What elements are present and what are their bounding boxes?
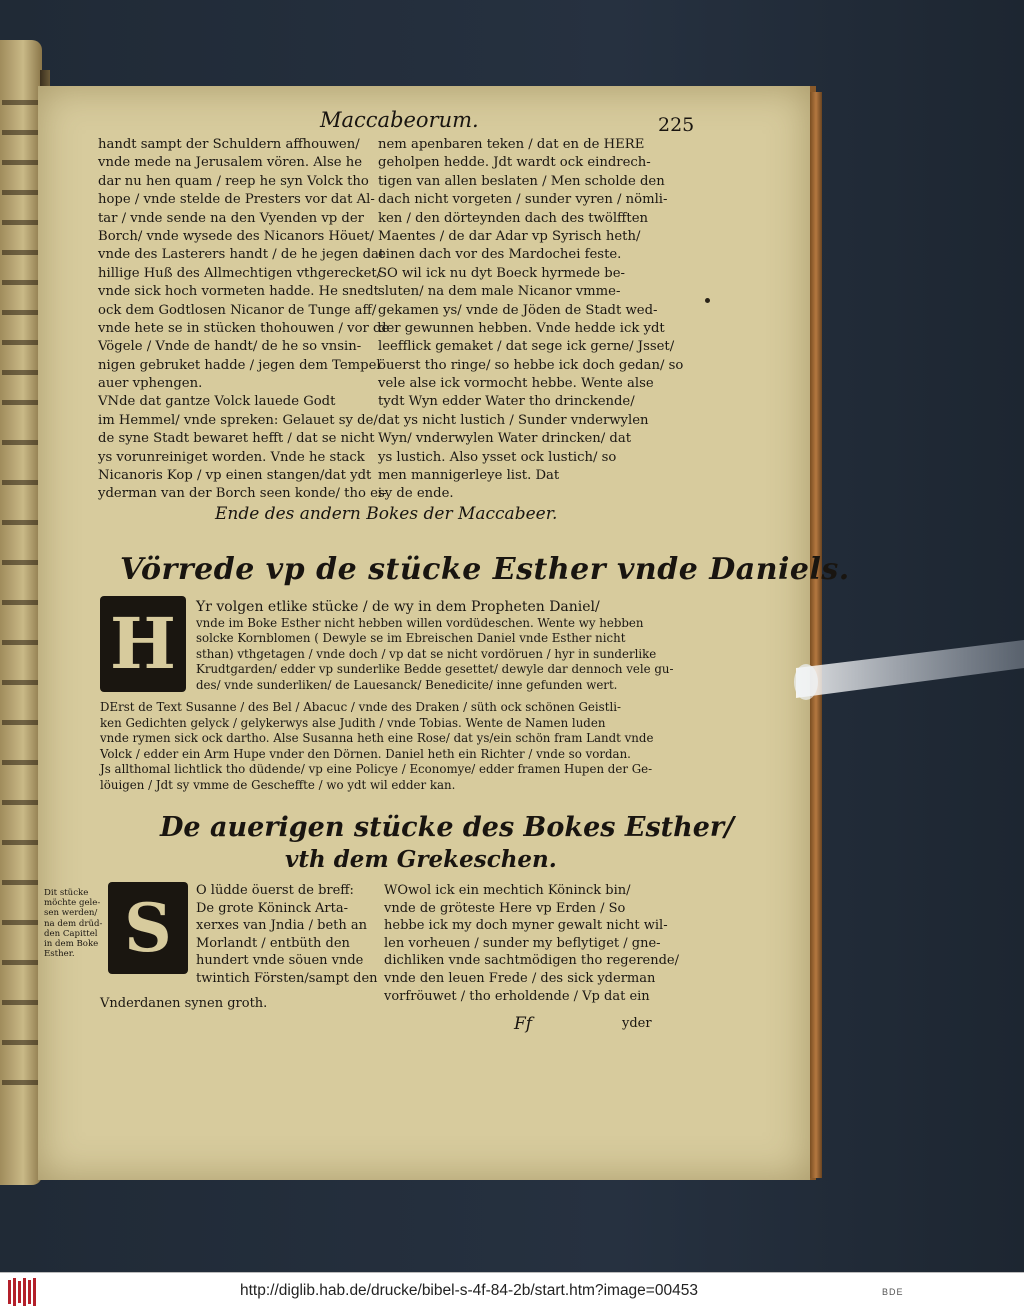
text-line: hundert vnde söuen vnde [196, 953, 364, 969]
text-line: gekamen ys/ vnde de Jöden de Stadt wed- [378, 302, 658, 318]
text-line: auer vphengen. [98, 376, 203, 392]
text-line: ken Gedichten gelyck / gelykerwys alse Judith / vnde Tobias. Wente de Namen luden [100, 715, 606, 730]
section-end-line: Ende des andern Bokes der Maccabeer. [215, 504, 558, 524]
text-line: twintich Försten/sampt den [196, 970, 378, 986]
text-line: vorfröuwet / tho erholdende / Vp dat ein [384, 988, 650, 1004]
text-line: dar nu hen quam / reep he syn Volck tho [98, 173, 369, 189]
text-line: vnde rymen sick ock dartho. Alse Susanna heth eine Rose/ dat ys/ein schön fram Landt vnde [100, 731, 654, 746]
ink-spot [705, 298, 710, 303]
text-line: vnde mede na Jerusalem vören. Alse he [98, 155, 363, 171]
catchword: yder [622, 1016, 652, 1031]
image-code: BDE [882, 1287, 904, 1297]
esther-title: De auerigen stücke des Bokes Esther/ [160, 812, 735, 843]
text-line: leefflick gemaket / dat sege ick gerne/ Jsset/ [378, 339, 675, 355]
text-line: dichliken vnde sachtmödigen tho regerende/ [384, 953, 679, 969]
text-line: hope / vnde stelde de Presters vor dat Al- [98, 192, 375, 208]
esther-right-text [384, 882, 679, 1005]
text-line: Yr volgen etlike stücke / de wy in dem Propheten Daniel/ [196, 599, 600, 615]
text-line: im Hemmel/ vnde spreken: Gelauet sy de/ [98, 412, 378, 428]
text-line: nem apenbaren teken / dat en de HERE [378, 137, 645, 152]
text-line: handt sampt der Schuldern affhouwen/ [98, 137, 360, 152]
text-line: WOwol ick ein mechtich Köninck bin/ [384, 883, 631, 898]
text-line: sluten/ na dem male Nicanor vmme- [378, 284, 621, 300]
note-line: möchte gele- [44, 898, 101, 909]
text-line: O lüdde öuerst de breff: [196, 883, 354, 898]
text-line: Volck / edder ein Arm Hupe vnder den Dörnen. Daniel heth ein Richter / vnde so vordan. [100, 746, 631, 761]
text-line: geholpen hedde. Jdt wardt ock eindrech- [378, 155, 651, 171]
text-line: hebbe ick my doch myner gewalt nicht wil- [384, 918, 668, 934]
text-line: vnde den leuen Frede / des sick yderman [384, 970, 656, 986]
text-line: Vögele / Vnde de handt/ de he so vnsin- [98, 339, 362, 355]
note-line: na dem drüd- [44, 918, 103, 929]
text-line: vnde des Lasterers handt / de he jegen dat [98, 247, 385, 263]
text-line: solcke Kornblomen ( Dewyle se im Ebreischen Daniel vnde Esther nicht [196, 631, 626, 646]
drop-cap-s: S [108, 882, 188, 974]
page-edge [810, 92, 822, 1178]
text-line: Wyn/ vnderwylen Water drincken/ dat [378, 431, 632, 447]
text-line: vele alse ick vormocht hebbe. Wente alse [378, 376, 654, 392]
note-line: Dit stücke [44, 888, 89, 898]
drop-cap-h: H [100, 596, 186, 692]
text-line: dach nicht vorgeten / sunder vyren / nömli- [378, 192, 668, 208]
facing-page-edge [0, 40, 42, 1185]
text-line: löuigen / Jdt sy vmme de Gescheffte / wo ydt wil edder kan. [100, 777, 456, 792]
preface-paragraph-1 [196, 600, 674, 694]
text-line: Js allthomal lichtlick tho düdende/ vp eine Policye / Economye/ edder framen Hupen der Ge- [100, 762, 653, 777]
text-line: der gewunnen hebben. Vnde hedde ick ydt [378, 320, 665, 336]
text-line: De grote Köninck Arta- [196, 900, 349, 916]
text-line: tydt Wyn edder Water tho drinckende/ [378, 394, 635, 410]
text-line: hillige Huß des Allmechtigen vthgerecket/ [98, 265, 382, 281]
text-line: ock dem Godtlosen Nicanor de Tunge aff/ [98, 302, 377, 318]
text-line: tigen van allen beslaten / Men scholde den [378, 173, 665, 189]
esther-left-text [196, 882, 378, 988]
text-line: Morlandt / entbüth den [196, 935, 350, 951]
page-url-link[interactable]: http://diglib.hab.de/drucke/bibel-s-4f-84-2b/start.htm?image=00453 [240, 1282, 698, 1299]
text-line: vnde hete se in stücken thohouwen / vor de [98, 320, 390, 336]
text-line: einen dach vor des Mardochei feste. [378, 247, 622, 263]
text-line: sy de ende. [378, 486, 454, 502]
text-line: yderman van der Borch seen konde/ tho ei- [98, 486, 387, 502]
text-line: dat ys nicht lustich / Sunder vnderwylen [378, 412, 649, 428]
right-column [378, 136, 683, 504]
text-line: nigen gebruket hadde / jegen dem Tempel [98, 357, 381, 373]
page-number: 225 [658, 114, 695, 136]
text-line: DErst de Text Susanne / des Bel / Abacuc / vnde des Draken / süth ock schönen Geistli- [100, 700, 622, 714]
text-line: des/ vnde sunderliken/ de Lauesanck/ Benedicite/ inne gefunden wert. [196, 677, 618, 692]
note-line: sen werden/ [44, 908, 98, 919]
preface-title: Vörrede vp de stücke Esther vnde Daniels. [120, 552, 850, 587]
text-line: tar / vnde sende na den Vyenden vp der [98, 210, 364, 226]
signature-mark: Ff [514, 1014, 533, 1034]
text-line: Vnderdanen synen groth. [100, 996, 268, 1011]
text-line: ys vorunreiniget worden. Vnde he stack [98, 449, 365, 465]
preface-paragraph-2 [100, 700, 653, 794]
text-line: len vorheuen / sunder my beflytiget / gne- [384, 935, 661, 951]
text-line: SO wil ick nu dyt Boeck hyrmede be- [378, 265, 626, 281]
text-line: men mannigerleye list. Dat [378, 468, 560, 484]
text-line: VNde dat gantze Volck lauede Godt [98, 394, 336, 410]
note-line: Esther. [44, 949, 75, 960]
text-line: Krudtgarden/ edder vp sunderlike Bedde gesettet/ dewyle dar dennoch vele gu- [196, 662, 674, 677]
library-logo-icon[interactable] [6, 1276, 40, 1308]
light-glare [792, 640, 1024, 710]
text-line: sthan) vthgetagen / vnde doch / vp dat se nicht vordöruen / hyr in sunderlike [196, 646, 657, 661]
text-line: Nicanoris Kop / vp einen stangen/dat ydt [98, 468, 372, 484]
text-line: de syne Stadt bewaret hefft / dat se nicht [98, 431, 375, 447]
text-line: öuerst tho ringe/ so hebbe ick doch gedan/ so [378, 357, 684, 373]
text-line: vnde de gröteste Here vp Erden / So [384, 900, 626, 916]
text-line: Borch/ vnde wysede des Nicanors Höuet/ [98, 228, 374, 244]
note-line: den Capittel [44, 928, 98, 939]
text-line: ken / den dörteynden dach des twölfften [378, 210, 649, 226]
text-line: vnde sick hoch vormeten hadde. He snedt [98, 284, 379, 300]
text-line: xerxes van Jndia / beth an [196, 918, 367, 934]
running-title: Maccabeorum. [320, 108, 479, 132]
margin-note [44, 888, 102, 959]
text-line: Maentes / de dar Adar vp Syrisch heth/ [378, 228, 641, 244]
text-line: vnde im Boke Esther nicht hebben willen vordüdeschen. Wente wy hebben [196, 615, 644, 630]
esther-subtitle: vth dem Grekeschen. [285, 846, 557, 873]
note-line: in dem Boke [44, 939, 99, 950]
left-column [98, 136, 389, 504]
text-line: ys lustich. Also ysset ock lustich/ so [378, 449, 617, 465]
